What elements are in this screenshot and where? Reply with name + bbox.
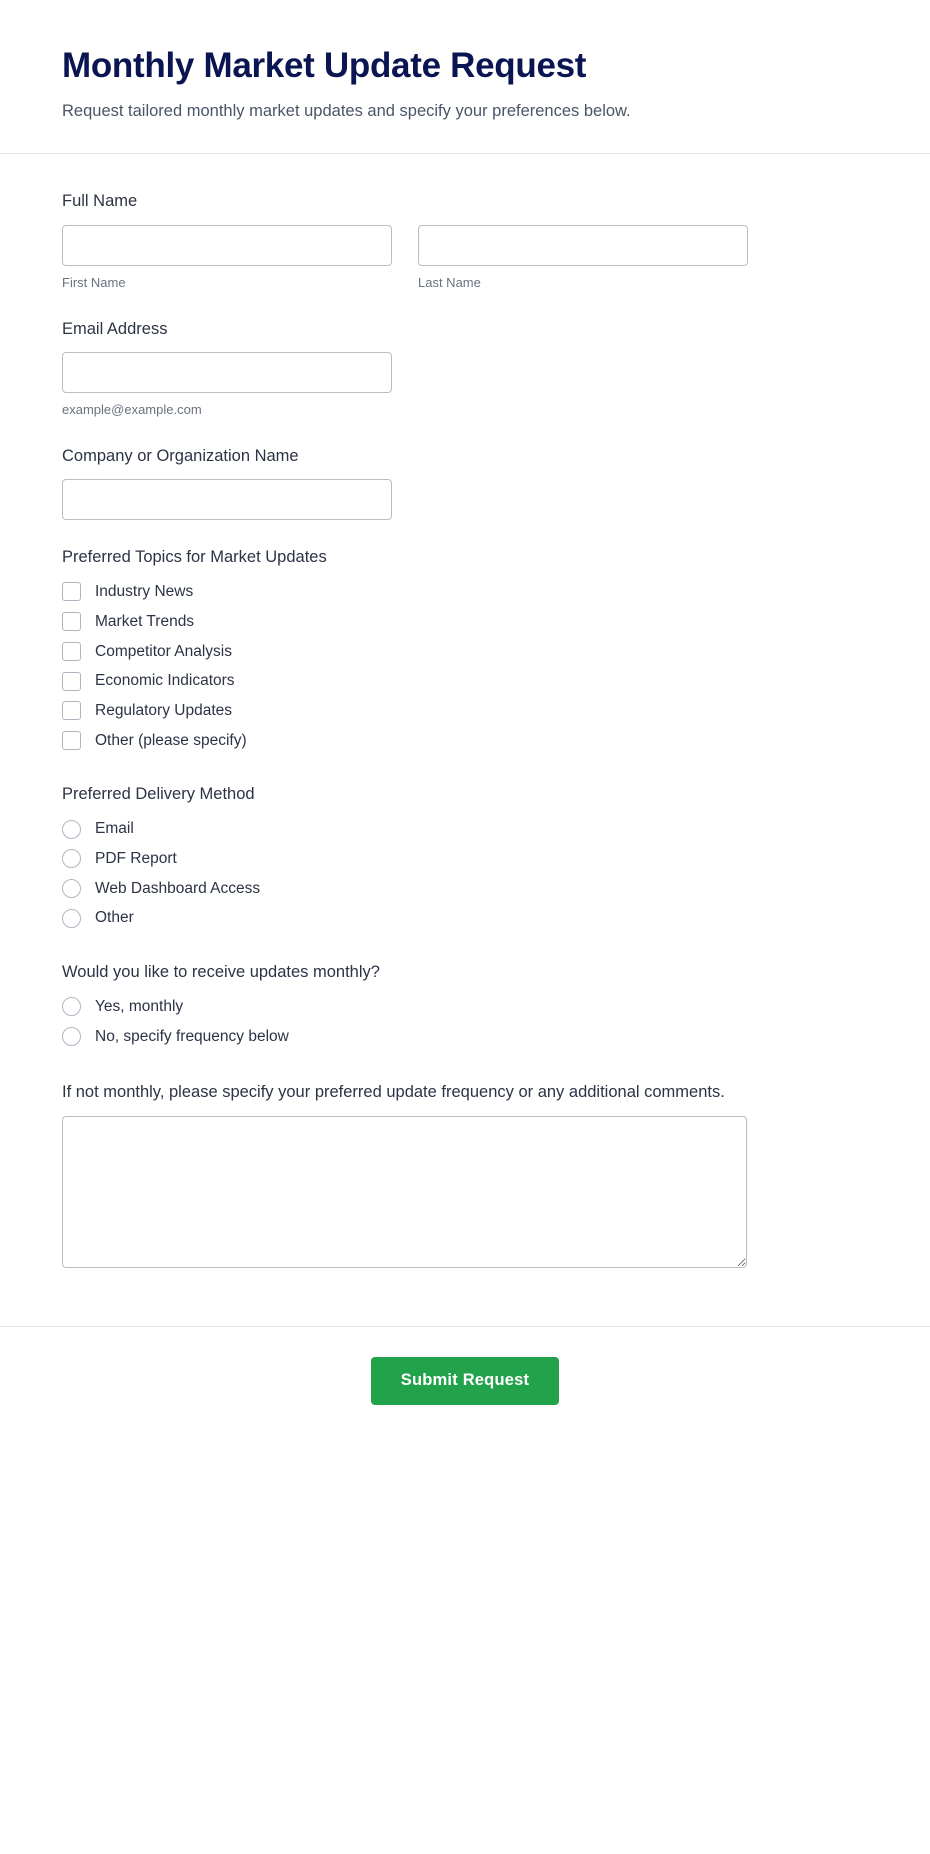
full-name-row	[62, 225, 868, 290]
topics-option-competitor-analysis[interactable]	[62, 641, 868, 663]
topics-option-market-trends[interactable]	[62, 611, 868, 633]
radio-icon[interactable]	[62, 849, 81, 868]
topics-option-label: Industry News	[95, 583, 194, 601]
page-title: Monthly Market Update Request	[62, 46, 587, 85]
checkbox-icon[interactable]	[62, 642, 81, 661]
checkbox-icon[interactable]	[62, 701, 81, 720]
first-name-sub-label: First Name	[62, 274, 126, 290]
field-full-name	[62, 190, 868, 289]
topics-option-label: Economic Indicators	[95, 672, 235, 690]
email-label: Email Address	[62, 319, 168, 338]
form-body	[0, 154, 930, 1325]
delivery-option-label: PDF Report	[95, 849, 177, 867]
checkbox-icon[interactable]	[62, 612, 81, 631]
submit-button[interactable]: Submit Request	[371, 1357, 559, 1405]
topics-option-label: Regulatory Updates	[95, 701, 232, 719]
monthly-option-label: No, specify frequency below	[95, 1027, 289, 1045]
last-name-sub-label: Last Name	[418, 274, 481, 290]
checkbox-icon[interactable]	[62, 582, 81, 601]
page-subtitle: Request tailored monthly market updates and specify your preferences below.	[62, 102, 631, 121]
comments-textarea[interactable]	[62, 1116, 747, 1268]
delivery-option-pdf-report[interactable]	[62, 848, 868, 870]
radio-icon[interactable]	[62, 909, 81, 928]
monthly-option-yes[interactable]	[62, 996, 868, 1018]
field-email	[62, 318, 868, 417]
monthly-label: Would you like to receive updates monthly?	[62, 963, 380, 982]
delivery-option-other[interactable]	[62, 907, 868, 929]
monthly-option-label: Yes, monthly	[95, 998, 184, 1016]
delivery-label: Preferred Delivery Method	[62, 785, 255, 804]
field-company	[62, 445, 868, 520]
delivery-option-label: Other	[95, 909, 134, 927]
field-topics	[62, 548, 868, 751]
topics-option-label: Other (please specify)	[95, 731, 247, 749]
last-name-input[interactable]	[418, 225, 748, 266]
field-comments	[62, 1081, 868, 1267]
radio-icon[interactable]	[62, 820, 81, 839]
delivery-option-web-dashboard[interactable]	[62, 878, 868, 900]
last-name-col	[418, 225, 748, 290]
email-sub-label: example@example.com	[62, 401, 202, 417]
radio-icon[interactable]	[62, 879, 81, 898]
radio-icon[interactable]	[62, 1027, 81, 1046]
delivery-option-email[interactable]	[62, 818, 868, 840]
full-name-label: Full Name	[62, 192, 138, 211]
checkbox-icon[interactable]	[62, 731, 81, 750]
checkbox-icon[interactable]	[62, 672, 81, 691]
topics-option-label: Market Trends	[95, 612, 195, 630]
topics-option-economic-indicators[interactable]	[62, 670, 868, 692]
field-monthly-updates	[62, 963, 868, 1047]
topics-option-regulatory-updates[interactable]	[62, 700, 868, 722]
company-label: Company or Organization Name	[62, 446, 299, 465]
topics-option-industry-news[interactable]	[62, 581, 868, 603]
delivery-option-label: Web Dashboard Access	[95, 879, 261, 897]
company-input[interactable]	[62, 479, 392, 520]
monthly-option-no[interactable]	[62, 1026, 868, 1048]
form-header	[0, 0, 930, 154]
topics-option-other[interactable]	[62, 730, 868, 752]
topics-option-label: Competitor Analysis	[95, 642, 232, 660]
email-input[interactable]	[62, 352, 392, 393]
first-name-col	[62, 225, 392, 290]
field-delivery-method	[62, 785, 868, 929]
first-name-input[interactable]	[62, 225, 392, 266]
comments-label: If not monthly, please specify your preferred update frequency or any additional comments.	[62, 1083, 725, 1102]
delivery-option-label: Email	[95, 820, 134, 838]
topics-label: Preferred Topics for Market Updates	[62, 548, 327, 567]
form-footer	[0, 1326, 930, 1445]
radio-icon[interactable]	[62, 997, 81, 1016]
